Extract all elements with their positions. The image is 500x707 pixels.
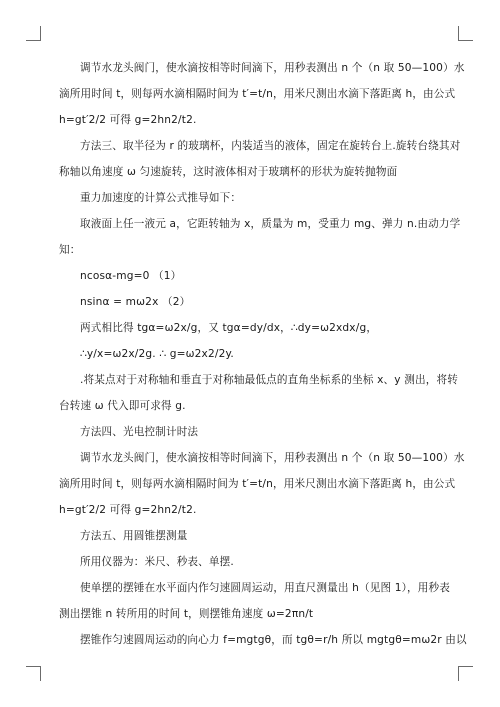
equation-line: ∴y/x=ω2x/2g. ∴ g=ω2x2/2y.: [80, 348, 234, 360]
text-line: 滴所用时间 t，则每两水滴相隔时间为 t′=t/n，用米尺测出水滴下落距离 h，由公式: [59, 88, 456, 100]
text-line: 台转速 ω 代入即可求得 g.: [59, 400, 186, 412]
text-line: 称轴以角速度 ω 匀速旋转，这时液体相对于玻璃杯的形状为旋转抛物面: [59, 166, 398, 178]
text-line: 使单摆的摆锤在水平面内作匀速圆周运动，用直尺测量出 h（见图 1），用秒表: [80, 582, 451, 594]
text-line: 取液面上任一液元 a，它距转轴为 x，质量为 m，受重力 mg、弹力 n.由动力学: [80, 218, 461, 230]
text-line: .将某点对于对称轴和垂直于对称轴最低点的直角坐标系的坐标 x、y 测出，将转: [80, 374, 458, 386]
text-line: h=gt′2/2 可得 g=2hn2/t2.: [59, 504, 197, 516]
text-line: 重力加速度的计算公式推导如下：: [80, 192, 242, 204]
text-line: 所用仪器为：米尺、秒表、单摆.: [80, 556, 234, 568]
text-line: 调节水龙头阀门，使水滴按相等时间滴下，用秒表测出 n 个（n 取 50—100）水: [80, 452, 465, 464]
crop-mark-bottom-right: [458, 666, 473, 681]
crop-mark-top-right: [458, 26, 473, 41]
crop-mark-top-left: [26, 26, 41, 41]
text-line: 摆锥作匀速圆周运动的向心力 f=mgtgθ，而 tgθ=r/h 所以 mgtgθ=mω2r 由以: [80, 634, 467, 646]
text-line: 滴所用时间 t，则每两水滴相隔时间为 t′=t/n，用米尺测出水滴下落距离 h，由公式: [59, 478, 456, 490]
text-line: 两式相比得 tgα=ω2x/g，又 tgα=dy/dx，∴dy=ω2xdx/g，: [80, 322, 378, 334]
text-line: 知：: [59, 244, 81, 256]
document-body: [59, 62, 467, 660]
section-heading: 方法四、光电控制计时法: [80, 426, 199, 438]
crop-mark-bottom-left: [26, 666, 41, 681]
equation-line: ncosα-mg=0 （1）: [80, 270, 182, 282]
section-heading: 方法五、用圆锥摆测量: [80, 530, 188, 542]
equation-line: nsinα = mω2x （2）: [80, 296, 191, 308]
text-line: 方法三、取半径为 r 的玻璃杯，内装适当的液体，固定在旋转台上.旋转台绕其对: [80, 140, 461, 152]
text-line: 调节水龙头阀门，使水滴按相等时间滴下，用秒表测出 n 个（n 取 50—100）水: [80, 62, 465, 74]
text-line: 测出摆锥 n 转所用的时间 t，则摆锥角速度 ω=2πn/t: [59, 608, 314, 620]
text-line: h=gt′2/2 可得 g=2hn2/t2.: [59, 114, 197, 126]
